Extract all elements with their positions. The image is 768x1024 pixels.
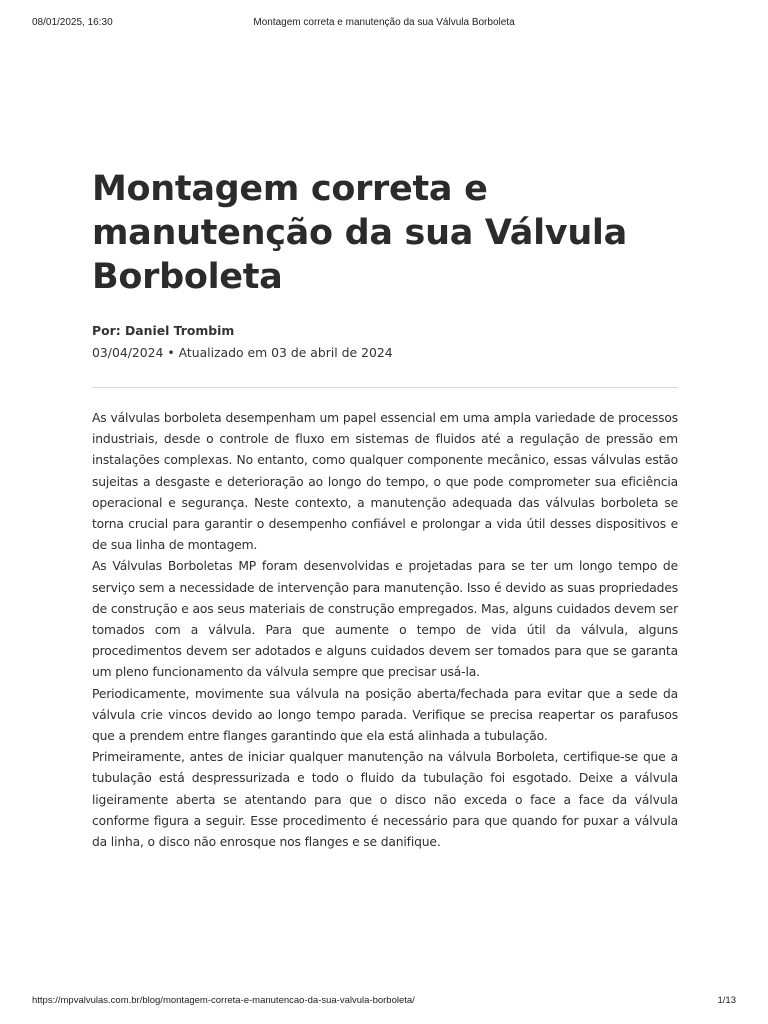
page-number: 1/13: [717, 995, 736, 1006]
author-name: Por: Daniel Trombim: [92, 323, 235, 338]
article: [92, 167, 678, 853]
paragraph: Periodicamente, movimente sua válvula na posição aberta/fechada para evitar que a sede da válvula crie vincos devido ao longo tempo parada. Verifique se precisa reapertar os parafusos que a prendem entre flanges garantindo que ela está alinhada a tubulação.: [92, 686, 678, 744]
print-header-title: Montagem correta e manutenção da sua Válvula Borboleta: [253, 17, 515, 28]
paragraph: As válvulas borboleta desempenham um papel essencial em uma ampla variedade de processos industriais, desde o controle de fluxo em sistemas de fluidos até a regulação de pressão em instalações complexas. No entanto, como qualquer componente mecânico, essas válvulas estão sujeitas a desgaste e deterioração ao longo do tempo, o que pode comprometer sua eficiência operacional e segurança. Neste contexto, a manutenção adequada das válvulas borboleta se torna crucial para garantir o desempenho confiável e prolongar a vida útil desses dispositivos e de sua linha de montagem.: [92, 411, 678, 553]
paragraph: As Válvulas Borboletas MP foram desenvolvidas e projetadas para se ter um longo tempo de serviço sem a necessidade de intervenção para manutenção. Isso é devido as suas propriedades de construção e aos seus materiais de construção empregados. Mas, alguns cuidados devem ser tomados com a válvula. Para que aumente o tempo de vida útil da válvula, alguns procedimentos devem ser adotados e alguns cuidados devem ser tomados para que se garanta um pleno funcionamento da válvula sempre que precisar usá-la.: [92, 559, 678, 680]
publish-date: 03/04/2024 • Atualizado em 03 de abril de 2024: [92, 345, 393, 360]
article-body: [92, 408, 678, 853]
paragraph: Primeiramente, antes de iniciar qualquer manutenção na válvula Borboleta, certifique-se que a tubulação está despressurizada e todo o fluido da tubulação foi esgotado. Deixe a válvula ligeiramente aberta se atentando para que o disco não exceda o face a face da válvula conforme figura a seguir. Esse procedimento é necessário para que quando for puxar a válvula da linha, o disco não enrosque nos flanges e se danifique.: [92, 750, 678, 850]
article-title: Montagem correta e manutenção da sua Válvula Borboleta: [92, 169, 627, 297]
byline: [92, 323, 678, 365]
divider: [92, 387, 678, 388]
page-url[interactable]: https://mpvalvulas.com.br/blog/montagem-correta-e-manutencao-da-sua-valvula-borboleta/: [32, 995, 415, 1006]
print-header: [32, 17, 736, 31]
print-footer: [32, 995, 736, 1009]
print-header-datetime: 08/01/2025, 16:30: [32, 17, 113, 28]
